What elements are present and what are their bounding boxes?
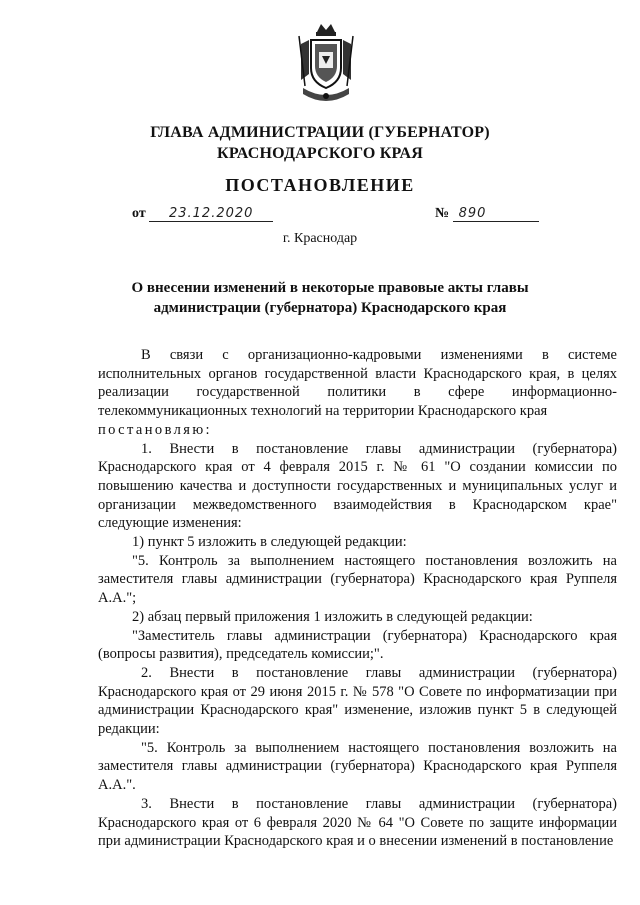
document-date: 23.12.2020 bbox=[149, 206, 273, 222]
issuer-title-line2: КРАСНОДАРСКОГО КРАЯ bbox=[217, 145, 423, 162]
subject-line1: О внесении изменений в некоторые правовые акты главы bbox=[131, 280, 529, 296]
item-3: 3. Внести в постановление главы администрации (губернатора) Краснодарского края от 6 февраля 2020 № 64 "О Совете по защите информации при администрации Краснодарского края и о внесении изменений в постановление bbox=[98, 795, 617, 850]
document-type: ПОСТАНОВЛЕНИЕ bbox=[225, 175, 415, 195]
coat-of-arms-icon bbox=[295, 22, 357, 106]
document-number: 890 bbox=[453, 206, 539, 222]
item-2: 2. Внести в постановление главы администрации (губернатора) Краснодарского края от 29 июня 2015 г. № 578 "О Совете по информатизации при администрации Краснодарского края" изменение, изложив пункт 5 в следующей редакции: bbox=[98, 664, 617, 738]
item-1: 1. Внести в постановление главы администрации (губернатора) Краснодарского края от 4 февраля 2015 г. № 61 "О создании комиссии по повышению качества и доступности государственных и муниципальных услуг и организации межведомственного взаимодействия в Краснодарском крае" следующие изменения: bbox=[98, 440, 617, 532]
date-line bbox=[132, 206, 273, 222]
item-1-1: 1) пункт 5 изложить в следующей редакции: bbox=[132, 534, 407, 551]
issuer-title-line1: ГЛАВА АДМИНИСТРАЦИИ (ГУБЕРНАТОР) bbox=[150, 124, 490, 141]
number-prefix: № bbox=[435, 206, 450, 221]
intro-paragraph: В связи с организационно-кадровыми изменениями в системе исполнительных органов государственной власти Краснодарского края, в целях реализации государственной политики в сфере информационно-телекоммуникационных технологий на территории Краснодарского края bbox=[98, 347, 617, 420]
subject-line2: администрации (губернатора) Краснодарского края bbox=[153, 300, 507, 316]
item-2-quote: "5. Контроль за выполнением настоящего постановления возложить на заместителя главы администрации (губернатора) Краснодарского края Руппеля А.А.". bbox=[98, 739, 617, 794]
item-1-2: 2) абзац первый приложения 1 изложить в следующей редакции: bbox=[132, 608, 533, 625]
number-line bbox=[435, 206, 539, 222]
document-subject bbox=[120, 278, 540, 318]
decree-word: постановляю: bbox=[98, 421, 212, 438]
date-prefix: от bbox=[132, 206, 146, 221]
document-body bbox=[98, 346, 617, 851]
city: г. Краснодар bbox=[282, 231, 358, 246]
item-1-1-quote: "5. Контроль за выполнением настоящего постановления возложить на заместителя главы администрации (губернатора) Краснодарского края Руппеля А.А."; bbox=[98, 552, 617, 607]
item-1-2-quote: "Заместитель главы администрации (губернатора) Краснодарского края (вопросы развития), председатель комиссии;". bbox=[98, 627, 617, 663]
